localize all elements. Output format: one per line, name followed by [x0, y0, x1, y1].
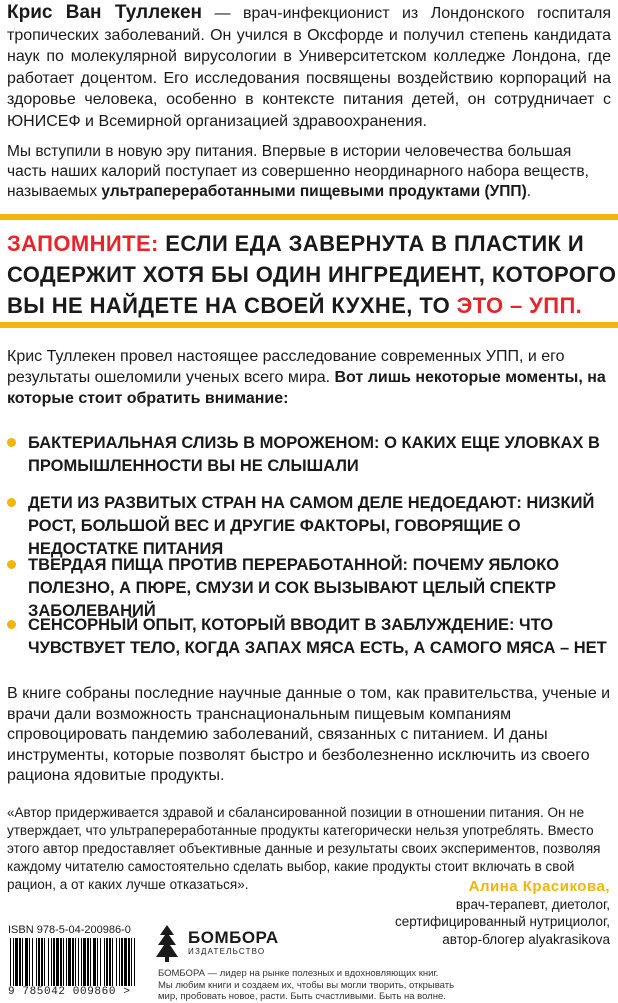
- bullet-dot-icon: [7, 498, 16, 507]
- bullet-text: ТВЕРДАЯ ПИЩА ПРОТИВ ПЕРЕРАБОТАННОЙ: ПОЧЕМУ ЯБЛОКО ПОЛЕЗНО, А ПЮРЕ, СМУЗИ И СОК ВЫЗЫВАЮТ ЦЕЛЫЙ СПЕКТР ЗАБОЛЕВАНИЙ: [28, 556, 560, 620]
- intro-paragraph: [7, 142, 611, 202]
- publisher-line: БОМБОРА — лидер на рынке полезных и вдохновляющих книг.: [158, 968, 439, 979]
- author-bio-text: — врач-инфекционист из Лондонского госпиталя тропических заболеваний. Он учился в Оксфорде и получил степень кандидата наук по молекулярной вирусологии в Университетском колледже Лондона, где работает доцентом. Его исследования посвящены воздействию корпораций на здоровье человека, особенно в контексте питания детей, он сотрудничает с ЮНИСЕФ и Всемирной организацией здравоохранения.: [7, 5, 611, 130]
- book-description: В книге собраны последние научные данные о том, как правительства, ученые и врачи дали возможность транснациональным пищевым компаниям спровоцировать пандемию заболеваний, связанных с питанием. И даны инструменты, которые позволят быстро и безболезненно исключить из своего рациона ядовитые продукты.: [7, 685, 611, 784]
- publisher-line: Мы любим книги и создаем их, чтобы вы могли творить, открывать: [158, 979, 455, 991]
- quote-author: [230, 878, 610, 948]
- intro-text: Мы вступили в новую эру питания. Впервые в истории человечества большая часть наших калорий поступает из совершенно неординарного набора веществ, называемых: [7, 143, 589, 200]
- barcode-number: 9 785042 009860 >: [8, 986, 131, 998]
- intro-bold-term: ультрапереработанными пищевыми продуктами (УПП): [101, 183, 527, 200]
- quote-author-role: автор-блогер alyakrasikova: [442, 931, 610, 947]
- quote-author-role: сертифицированный нутрициолог,: [394, 914, 610, 929]
- remember-label: ЗАПОМНИТЕ:: [7, 231, 159, 256]
- divider-bottom: [0, 322, 618, 328]
- quote-author-name: Алина Красикова,: [468, 878, 610, 895]
- author-bio: [7, 2, 611, 132]
- bullet-text: СЕНСОРНЫЙ ОПЫТ, КОТОРЫЙ ВВОДИТ В ЗАБЛУЖДЕНИЕ: ЧТО ЧУВСТВУЕТ ТЕЛО, КОГДА ЗАПАХ МЯСА ЕСТЬ, А САМОГО МЯСА – НЕТ: [28, 616, 607, 657]
- investigation-text: Крис Туллекен провел настоящее расследование современных УПП, и его результаты ошеломили ученых всего мира.: [7, 348, 565, 386]
- bullet-dot-icon: [7, 438, 16, 447]
- remember-text: ЕСЛИ ЕДА ЗАВЕРНУТА В ПЛАСТИК И СОДЕРЖИТ ХОТЯ БЫ ОДИН ИНГРЕДИЕНТ, КОТОРОГО ВЫ НЕ НАЙДЕТЕ НА СВОЕЙ КУХНЕ, ТО: [7, 231, 617, 318]
- author-name: Крис Ван Туллекен: [7, 2, 203, 23]
- review-quote: «Автор придерживается здравой и сбалансированной позиции в отношении питания. Он не утверждает, что ультрапереработанные продукты категорически нельзя употреблять. Вместо этого автор предоставляет объективные данные и результаты своих экспериментов, позволяя каждому читателю самостоятельно сделать выбор, какие продукты стоит включать в свой рацион, а от каких лучше отказаться».: [7, 805, 601, 892]
- investigation-bold: Вот лишь некоторые моменты, на которые стоит обратить внимание:: [7, 369, 606, 407]
- divider-top: [0, 214, 618, 220]
- publisher-brand: БОМБОРА: [188, 928, 279, 947]
- remember-highlight: ЭТО – УПП.: [456, 293, 583, 318]
- remember-callout: [7, 228, 617, 321]
- publisher-blurb: [158, 968, 610, 1003]
- bullet-text: ДЕТИ ИЗ РАЗВИТЫХ СТРАН НА САМОМ ДЕЛЕ НЕДОЕДАЮТ: НИЗКИЙ РОСТ, БОЛЬШОЙ ВЕС И ДРУГИЕ ФАКТОРЫ, ГОВОРЯЩИЕ О НЕДОСТАТКЕ ПИТАНИЯ: [28, 494, 595, 558]
- publisher-line: мир, пробовать новое, расти. Быть счастливыми. Быть на волне.: [158, 991, 446, 1002]
- quote-author-role: врач-терапевт, диетолог,: [455, 896, 610, 912]
- barcode-icon: [8, 938, 140, 986]
- bullet-dot-icon: [7, 560, 16, 569]
- bombora-logo-icon: [152, 923, 182, 963]
- bullet-text: БАКТЕРИАЛЬНАЯ СЛИЗЬ В МОРОЖЕНОМ: О КАКИХ ЕЩЕ УЛОВКАХ В ПРОМЫШЛЕННОСТИ ВЫ НЕ СЛЫШАЛИ: [28, 434, 600, 475]
- bullet-dot-icon: [7, 620, 16, 629]
- publisher-brand-subtitle: ИЗДАТЕЛЬСТВО: [188, 947, 266, 956]
- isbn-label: ISBN 978-5-04-200986-0: [8, 924, 131, 936]
- intro-end: .: [526, 183, 532, 200]
- investigation-paragraph: [7, 346, 611, 409]
